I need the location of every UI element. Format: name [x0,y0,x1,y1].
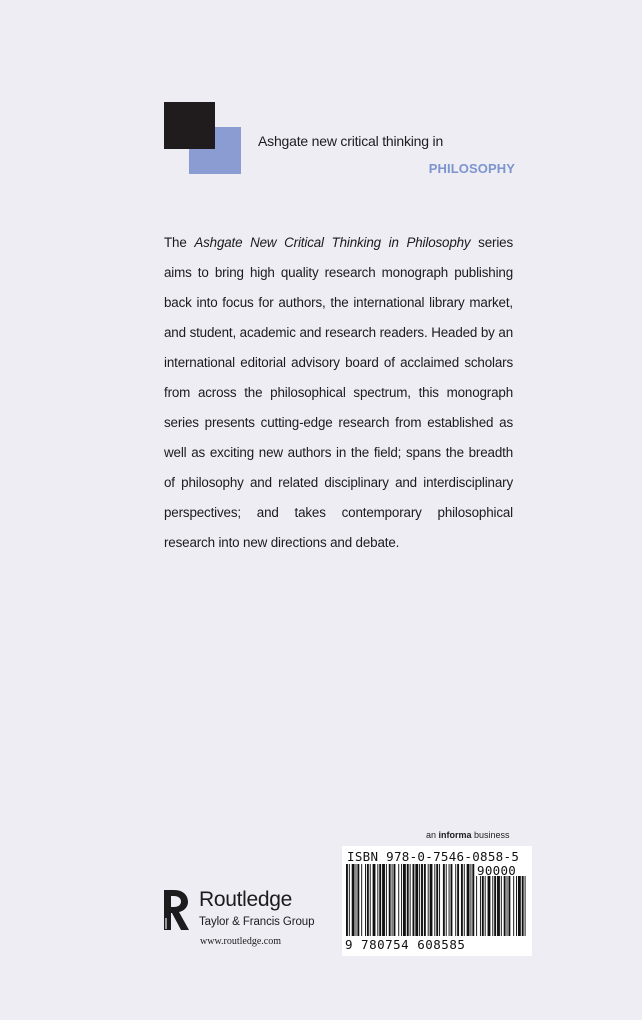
barcode-bar [449,864,450,936]
barcode-bar [516,876,517,936]
barcode-bar [389,864,391,936]
barcode-bar [455,864,456,936]
barcode-bar [507,876,508,936]
tagline-brand: informa [438,830,472,840]
barcode-bar [430,864,433,936]
barcode-bar [518,876,521,936]
series-subject: PHILOSOPHY [428,161,515,176]
routledge-logo-icon [162,888,192,932]
barcode-bar [346,864,348,936]
barcode-bar [370,864,371,936]
barcode-bar [439,864,440,936]
barcode-bar [482,876,484,936]
barcode-bar [497,876,500,936]
barcode-bar [401,864,402,936]
barcode-bar [424,864,426,936]
barcode-bar [379,864,381,936]
barcode-bar [410,864,411,936]
barcode-bar [480,876,481,936]
routledge-url: www.routledge.com [200,936,281,947]
barcode-bar [407,864,409,936]
blurb-series-title: Ashgate New Critical Thinking in Philosophy [194,235,471,250]
barcode-bar [467,864,470,936]
barcode-bar [494,876,496,936]
routledge-group: Taylor & Francis Group [199,916,315,928]
blurb-lead: The [164,235,195,250]
ean-digits: 9 780754 608585 [345,937,466,952]
barcode-bar [457,864,459,936]
logo-dark-square [164,102,215,149]
barcode-bar [443,864,445,936]
barcode-bar [508,876,510,936]
barcode-bar [522,876,524,936]
barcode-bar [415,864,418,936]
tagline-prefix: an [426,830,439,840]
series-line: Ashgate new critical thinking in [258,133,444,149]
barcode-bar [398,864,399,936]
barcode-bar [413,864,415,936]
barcode-bar [488,876,491,936]
barcode-bar [373,864,376,936]
addon-digits: 90000 [477,863,517,878]
barcode-bar [352,864,355,936]
barcode-bar [419,864,420,936]
barcode-bar [377,864,378,936]
blurb-body: series aims to bring high quality research monograph publishing back into focus for authors, the international library market, and student, academic and research readers. Headed by an international editorial advisory board of acclaimed scholars from across the philosophical spectrum, this monograph series presents cutting-edge research from established as well as exciting new authors in the field; spans the breadth of philosophy and related disciplinary and interdisciplinary perspectives; and takes contemporary philosophical research into new directions and debate. [164,235,513,550]
barcode-bar [485,876,486,936]
barcode-bar [367,864,369,936]
barcode-bar [403,864,406,936]
barcode-bar [513,876,514,936]
barcode-bar [421,864,423,936]
barcode-bar [446,864,447,936]
barcode-bar [394,864,396,936]
barcode-bar [461,864,463,936]
barcode-bar [464,864,465,936]
barcode-bar [476,876,477,936]
barcode-bar [501,876,502,936]
routledge-name: Routledge [199,888,293,911]
tagline-suffix: business [471,830,510,840]
barcode-bar [504,876,506,936]
series-description [164,228,513,558]
informa-tagline [426,830,510,840]
barcode-bar [382,864,385,936]
barcode-bar [451,864,453,936]
barcode-bar [525,876,526,936]
isbn-text: ISBN 978-0-7546-0858-5 [347,849,520,864]
barcode-bar [349,864,350,936]
barcode-bar [386,864,387,936]
barcode-bar [472,864,474,936]
barcode-bar [356,864,357,936]
barcode-bar [492,876,493,936]
barcode-bar [434,864,435,936]
barcode-bar [470,864,471,936]
barcode-bar [392,864,393,936]
barcode-bar [436,864,438,936]
barcode-bar [361,864,362,936]
barcode-bar [365,864,366,936]
barcode-bar [357,864,359,936]
barcode-bar [428,864,429,936]
